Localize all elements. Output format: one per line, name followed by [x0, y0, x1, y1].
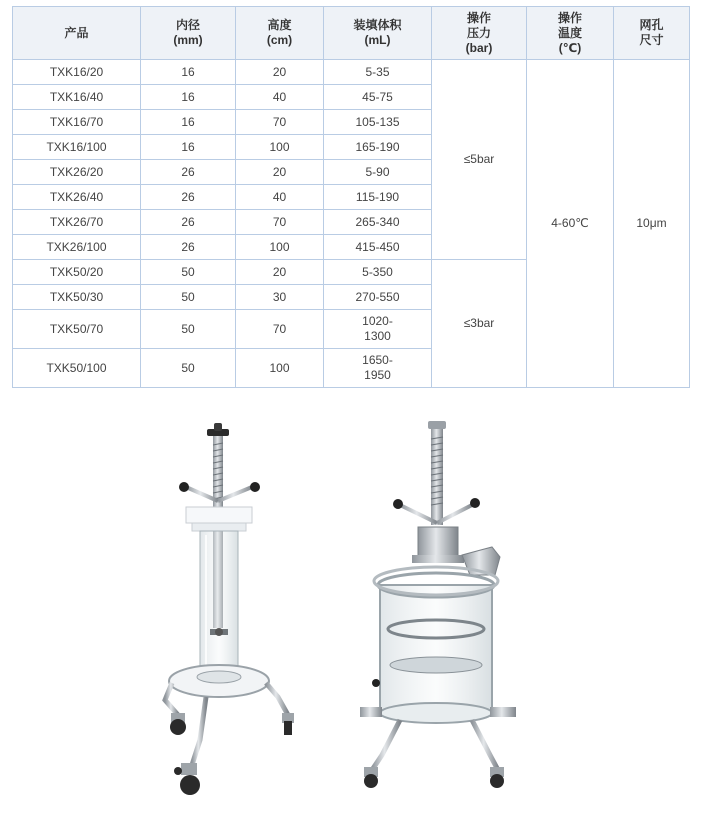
- cell-height: 40: [236, 185, 324, 210]
- cell-temperature: 4-60℃: [527, 60, 614, 388]
- cell-product: TXK16/70: [13, 110, 141, 135]
- table-header-row: [13, 7, 690, 60]
- cell-volume: 270-550: [324, 285, 432, 310]
- table-row: [13, 60, 690, 85]
- cell-product: TXK50/100: [13, 349, 141, 388]
- header-mesh: 网孔 尺寸: [614, 7, 690, 60]
- cell-product: TXK26/70: [13, 210, 141, 235]
- cell-product: TXK26/40: [13, 185, 141, 210]
- header-temperature: 操作 温度 (℃): [527, 7, 614, 60]
- cell-volume: 45-75: [324, 85, 432, 110]
- cell-diameter: 26: [141, 185, 236, 210]
- header-pressure: 操作 压力 (bar): [432, 7, 527, 60]
- cell-height: 100: [236, 235, 324, 260]
- cell-volume: 105-135: [324, 110, 432, 135]
- cell-height: 20: [236, 160, 324, 185]
- cell-diameter: 26: [141, 210, 236, 235]
- product-photos-svg: [0, 415, 706, 810]
- header-product: 产品: [13, 7, 141, 60]
- cell-volume: 5-35: [324, 60, 432, 85]
- cell-diameter: 50: [141, 310, 236, 349]
- cell-mesh-size: 10μm: [614, 60, 690, 388]
- cell-volume: 5-90: [324, 160, 432, 185]
- cell-pressure-group-2: ≤3bar: [432, 260, 527, 388]
- chromatography-column-large-icon: [360, 421, 516, 788]
- cell-volume: 265-340: [324, 210, 432, 235]
- cell-product: TXK50/30: [13, 285, 141, 310]
- cell-volume: 5-350: [324, 260, 432, 285]
- cell-volume: 1020- 1300: [324, 310, 432, 349]
- spec-table: [12, 6, 690, 388]
- cell-height: 30: [236, 285, 324, 310]
- cell-diameter: 16: [141, 85, 236, 110]
- header-fill-volume: 装填体积 (mL): [324, 7, 432, 60]
- cell-diameter: 16: [141, 60, 236, 85]
- cell-pressure-group-1: ≤5bar: [432, 60, 527, 260]
- cell-volume: 1650- 1950: [324, 349, 432, 388]
- product-photos: [0, 415, 706, 810]
- cell-height: 20: [236, 260, 324, 285]
- chromatography-column-small-icon: [165, 423, 294, 795]
- cell-product: TXK26/20: [13, 160, 141, 185]
- cell-height: 40: [236, 85, 324, 110]
- cell-diameter: 50: [141, 349, 236, 388]
- cell-volume: 165-190: [324, 135, 432, 160]
- cell-height: 70: [236, 210, 324, 235]
- cell-volume: 415-450: [324, 235, 432, 260]
- cell-height: 70: [236, 310, 324, 349]
- cell-volume: 115-190: [324, 185, 432, 210]
- cell-diameter: 16: [141, 135, 236, 160]
- cell-diameter: 16: [141, 110, 236, 135]
- cell-height: 100: [236, 349, 324, 388]
- cell-diameter: 50: [141, 260, 236, 285]
- cell-product: TXK50/20: [13, 260, 141, 285]
- cell-product: TXK16/40: [13, 85, 141, 110]
- header-inner-diameter: 内径 (mm): [141, 7, 236, 60]
- cell-diameter: 26: [141, 235, 236, 260]
- cell-product: TXK16/20: [13, 60, 141, 85]
- cell-height: 70: [236, 110, 324, 135]
- cell-height: 100: [236, 135, 324, 160]
- cell-height: 20: [236, 60, 324, 85]
- cell-diameter: 26: [141, 160, 236, 185]
- cell-product: TXK50/70: [13, 310, 141, 349]
- cell-product: TXK16/100: [13, 135, 141, 160]
- header-height: 高度 (cm): [236, 7, 324, 60]
- cell-diameter: 50: [141, 285, 236, 310]
- cell-product: TXK26/100: [13, 235, 141, 260]
